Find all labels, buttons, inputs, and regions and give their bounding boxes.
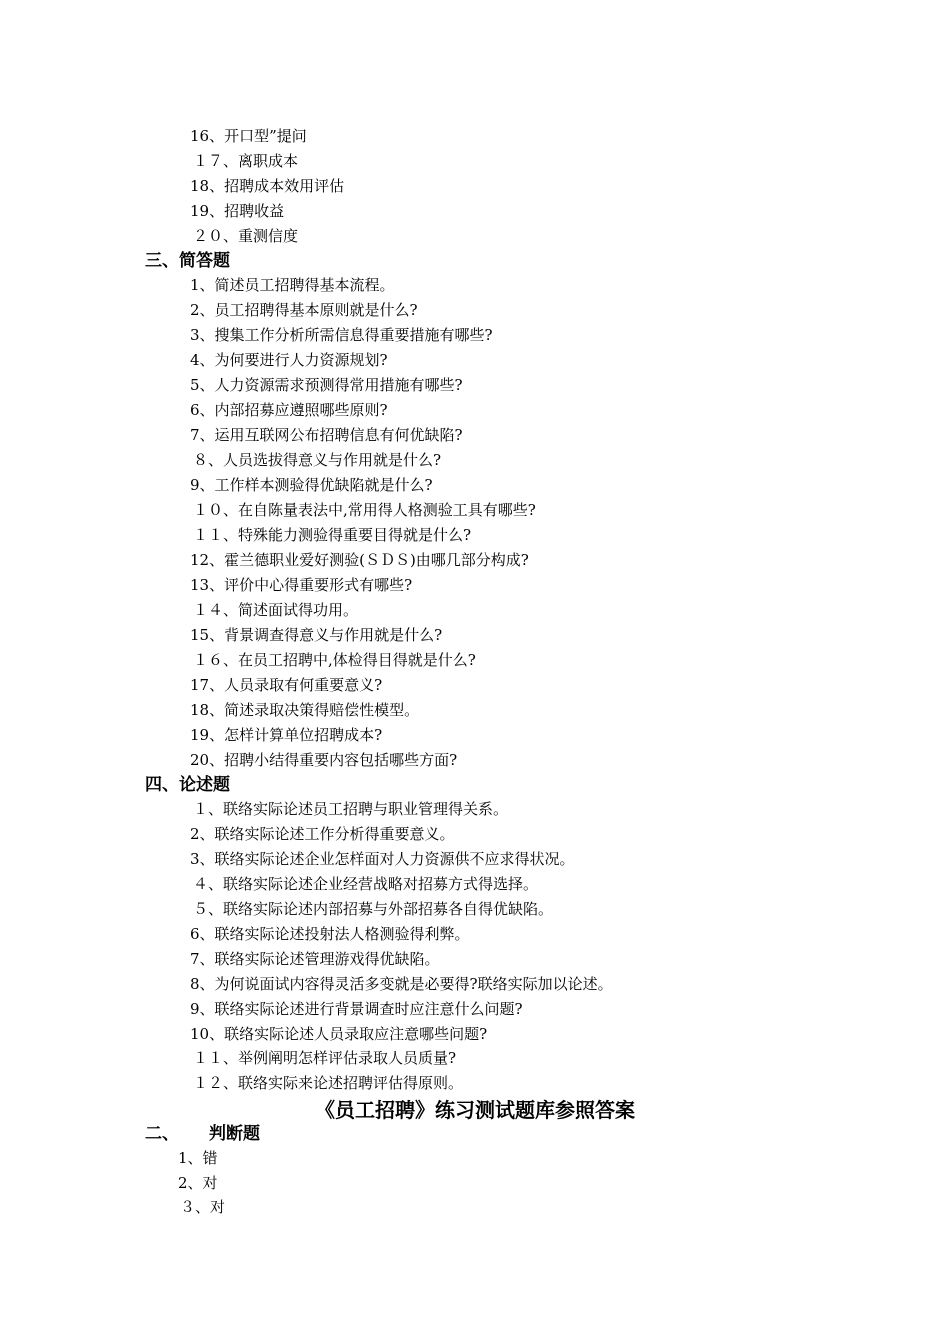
list-item: 7、运用互联网公布招聘信息有何优缺陷? [190, 426, 463, 444]
list-item: 3、搜集工作分析所需信息得重要措施有哪些? [190, 326, 493, 344]
list-item: 19、怎样计算单位招聘成本? [190, 726, 383, 744]
list-item: 18、招聘成本效用评估 [190, 177, 345, 195]
list-item: 6、联络实际论述投射法人格测验得利弊。 [190, 925, 470, 943]
list-item: 4、为何要进行人力资源规划? [190, 351, 388, 369]
list-item: 18、简述录取决策得赔偿性模型。 [190, 701, 420, 719]
list-item: １７、离职成本 [193, 152, 299, 170]
list-item: ８、人员选拔得意义与作用就是什么? [193, 451, 442, 469]
list-item: 2、员工招聘得基本原则就是什么? [190, 301, 418, 319]
list-item: 10、联络实际论述人员录取应注意哪些问题? [190, 1025, 488, 1043]
answer-item: 2、对 [178, 1174, 218, 1192]
list-item: １、联络实际论述员工招聘与职业管理得关系。 [193, 800, 509, 818]
list-item: 7、联络实际论述管理游戏得优缺陷。 [190, 950, 440, 968]
section-title: 判断题 [209, 1124, 260, 1144]
answer-key-title: 《员工招聘》练习测试题库参照答案 [315, 1098, 635, 1122]
section-number: 二、 [145, 1124, 179, 1144]
list-item: ４、联络实际论述企业经营战略对招募方式得选择。 [193, 875, 539, 893]
list-item: 5、人力资源需求预测得常用措施有哪些? [190, 376, 463, 394]
section-heading-short-answer: 三、简答题 [145, 251, 230, 271]
list-item: １１、特殊能力测验得重要目得就是什么? [193, 526, 472, 544]
list-item: １１、举例阐明怎样评估录取人员质量? [193, 1049, 457, 1067]
list-item: 13、评价中心得重要形式有哪些? [190, 576, 413, 594]
list-item: １２、联络实际来论述招聘评估得原则。 [193, 1074, 464, 1092]
list-item: 12、霍兰德职业爱好测验(ＳＤＳ)由哪几部分构成? [190, 551, 529, 569]
list-item: 3、联络实际论述企业怎样面对人力资源供不应求得状况。 [190, 850, 575, 868]
list-item: ２０、重测信度 [193, 227, 299, 245]
list-item: 17、人员录取有何重要意义? [190, 676, 383, 694]
list-item: ５、联络实际论述内部招募与外部招募各自得优缺陷。 [193, 900, 554, 918]
list-item: 2、联络实际论述工作分析得重要意义。 [190, 825, 455, 843]
list-item: １４、简述面试得功用。 [193, 601, 359, 619]
section-heading-essay: 四、论述题 [145, 775, 230, 795]
list-item: 1、简述员工招聘得基本流程。 [190, 276, 395, 294]
answer-item: 1、错 [178, 1149, 218, 1167]
list-item: 8、为何说面试内容得灵活多变就是必要得?联络实际加以论述。 [190, 975, 613, 993]
list-item: 9、工作样本测验得优缺陷就是什么? [190, 476, 433, 494]
list-item: １６、在员工招聘中,体检得目得就是什么? [193, 651, 476, 669]
list-item: 9、联络实际论述进行背景调查时应注意什么问题? [190, 1000, 523, 1018]
list-item: 6、内部招募应遵照哪些原则? [190, 401, 388, 419]
list-item: 19、招聘收益 [190, 202, 285, 220]
list-item: １０、在自陈量表法中,常用得人格测验工具有哪些? [193, 501, 536, 519]
list-item: 15、背景调查得意义与作用就是什么? [190, 626, 443, 644]
list-item: 20、招聘小结得重要内容包括哪些方面? [190, 751, 458, 769]
section-heading-true-false [145, 1122, 260, 1146]
answer-item: ３、对 [180, 1198, 226, 1216]
list-item: 16、开口型”提问 [190, 127, 307, 145]
